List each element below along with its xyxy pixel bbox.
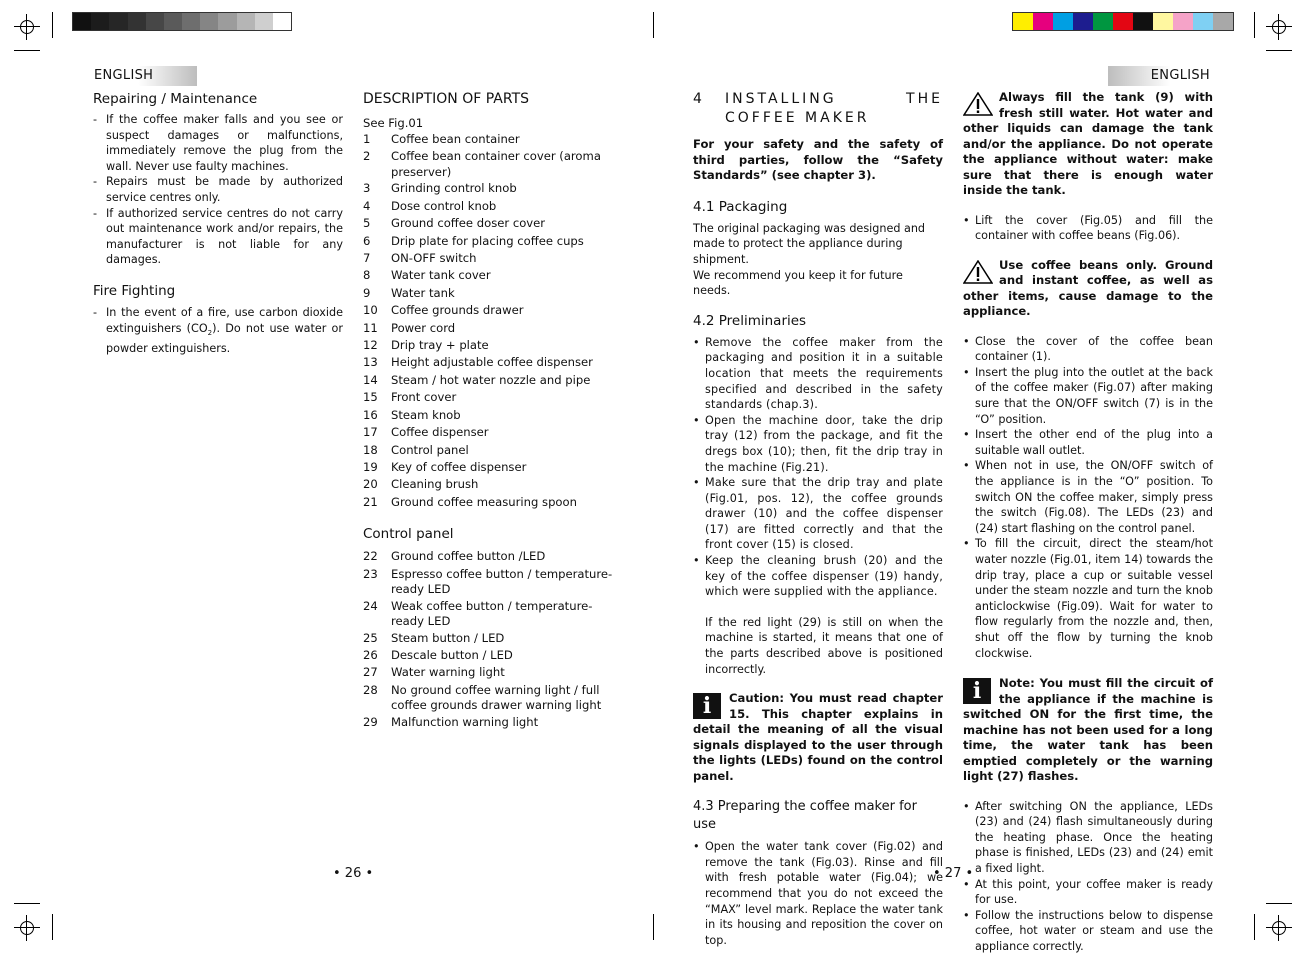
setup-steps-list bbox=[963, 334, 1213, 661]
color-swatch bbox=[1113, 13, 1133, 30]
part-number: 26 bbox=[363, 647, 378, 662]
color-swatch bbox=[1013, 13, 1033, 30]
part-item bbox=[363, 302, 621, 319]
packaging-text: The original packaging was designed and made to protect the appliance during shipment. We recommend you keep it for future needs. bbox=[693, 221, 926, 298]
color-swatch bbox=[200, 13, 218, 30]
part-item bbox=[363, 267, 621, 284]
part-label: Water warning light bbox=[391, 665, 505, 680]
crop-mark bbox=[14, 50, 40, 51]
crop-mark bbox=[14, 903, 40, 904]
part-number: 6 bbox=[363, 233, 371, 248]
part-label: Ground coffee measuring spoon bbox=[391, 494, 577, 509]
part-number: 1 bbox=[363, 132, 371, 146]
part-number: 29 bbox=[363, 714, 378, 729]
part-item bbox=[363, 250, 621, 267]
part-number: 24 bbox=[363, 598, 378, 613]
list-item: • Insert the plug into the outlet at the back of the coffee maker (Fig.07) after making sure that the ON/OFF switch (7) is in the “O” position. bbox=[963, 365, 1213, 427]
color-swatch bbox=[1153, 13, 1173, 30]
list-item: • To fill the circuit, direct the steam/hot water nozzle (Fig.01, item 14) towards the drip tray, place a cup or suitable vessel under the steam nozzle and turn the knob anticlockwise (Fig.09). Wait for water to flow regularly from the nozzle and, then, shut off the flow by turning the knob clockwise. bbox=[963, 536, 1213, 661]
registration-mark-icon bbox=[14, 915, 40, 941]
part-number: 23 bbox=[363, 566, 378, 581]
crop-mark bbox=[52, 914, 53, 940]
part-number: 2 bbox=[363, 149, 371, 164]
list-item: • At this point, your coffee maker is ready for use. bbox=[963, 877, 1213, 908]
list-item: • Follow the instructions below to dispense coffee, hot water or steam and use the appliance correctly. bbox=[963, 908, 1213, 955]
part-item bbox=[363, 548, 621, 565]
crop-mark bbox=[52, 12, 53, 38]
red-light-note: If the red light (29) is still on when the machine is started, it means that one of the parts described above is positioned incorrectly. bbox=[705, 615, 943, 676]
crop-mark bbox=[653, 914, 654, 940]
part-item bbox=[363, 459, 621, 476]
part-item bbox=[363, 476, 621, 493]
color-swatch bbox=[1033, 13, 1053, 30]
part-number: 18 bbox=[363, 442, 378, 457]
color-swatch bbox=[164, 13, 182, 30]
registration-mark-icon bbox=[1266, 915, 1292, 941]
caution-box bbox=[693, 691, 943, 784]
grayscale-strip bbox=[72, 12, 292, 31]
part-item bbox=[363, 354, 621, 371]
part-item bbox=[363, 372, 621, 389]
color-swatch bbox=[1133, 13, 1153, 30]
part-number: 25 bbox=[363, 630, 378, 645]
part-label: Cleaning brush bbox=[391, 477, 479, 492]
section-number: 4 bbox=[693, 91, 705, 107]
language-tab: ENGLISH bbox=[90, 66, 197, 86]
part-label: Steam / hot water nozzle and pipe bbox=[391, 372, 591, 387]
parts-title: DESCRIPTION OF PARTS bbox=[363, 91, 530, 107]
color-swatch bbox=[237, 13, 255, 30]
part-item bbox=[363, 233, 621, 250]
part-label: Weak coffee button / temperature-ready LED bbox=[391, 598, 593, 629]
part-item bbox=[363, 664, 621, 681]
list-item: • Lift the cover (Fig.05) and fill the container with coffee beans (Fig.06). bbox=[963, 213, 1213, 244]
part-item bbox=[363, 494, 621, 511]
warning-box bbox=[963, 90, 1213, 199]
control-panel-title: Control panel bbox=[363, 526, 454, 543]
part-label: Ground coffee button /LED bbox=[391, 549, 546, 564]
part-number: 7 bbox=[363, 251, 371, 266]
install-column bbox=[693, 90, 943, 948]
part-item bbox=[363, 442, 621, 459]
control-panel-list bbox=[363, 548, 621, 731]
crop-mark bbox=[1266, 903, 1292, 904]
warning-text: Use coffee beans only. Ground and instant coffee, as well as other items, cause damage to the appliance. bbox=[963, 257, 1213, 319]
part-label: Drip plate for placing coffee cups bbox=[391, 233, 584, 248]
part-label: Height adjustable coffee dispenser bbox=[391, 355, 593, 370]
warning-box bbox=[963, 258, 1213, 320]
preliminaries-title: 4.2 Preliminaries bbox=[693, 312, 807, 329]
part-number: 13 bbox=[363, 355, 378, 370]
color-swatch bbox=[1093, 13, 1113, 30]
color-strip bbox=[1012, 12, 1234, 31]
part-label: Water tank cover bbox=[391, 268, 491, 283]
part-label: Grinding control knob bbox=[391, 181, 517, 196]
note-text: Note: You must fill the circuit of the appliance if the machine is switched ON for the first time, the machine has not been used for a long time, the water tank has been emptied completely or the warning light (27) flashes. bbox=[963, 676, 1213, 784]
list-item: • Insert the other end of the plug into a suitable wall outlet. bbox=[963, 427, 1213, 458]
part-item bbox=[363, 566, 621, 598]
color-swatch bbox=[1053, 13, 1073, 30]
list-item: • Keep the cleaning brush (20) and the key of the coffee dispenser (19) handy, which were supplied with the appliance. bbox=[693, 553, 943, 600]
part-label: Malfunction warning light bbox=[391, 714, 539, 729]
color-swatch bbox=[273, 13, 291, 30]
info-icon: i bbox=[693, 693, 721, 719]
crop-mark bbox=[1254, 914, 1255, 940]
part-label: Coffee bean container cover (aroma preserver) bbox=[391, 149, 601, 179]
part-number: 5 bbox=[363, 216, 371, 231]
repair-title: Repairing / Maintenance bbox=[93, 91, 258, 107]
section-title: INSTALLING THE COFFEE MAKER bbox=[725, 91, 943, 126]
part-label: Ground coffee doser cover bbox=[391, 216, 546, 231]
part-item bbox=[363, 682, 621, 714]
lift-cover-list bbox=[963, 213, 1213, 244]
color-swatch bbox=[146, 13, 164, 30]
steps-column bbox=[963, 90, 1213, 955]
color-swatch bbox=[109, 13, 127, 30]
part-number: 21 bbox=[363, 494, 378, 509]
part-label: Steam button / LED bbox=[391, 630, 505, 645]
list-item: • Remove the coffee maker from the packaging and position it in a suitable location that meets the requirements specified and described in the safety standards (chap.3). bbox=[693, 335, 943, 413]
part-number: 28 bbox=[363, 682, 378, 697]
registration-mark-icon bbox=[1266, 14, 1292, 40]
part-item bbox=[363, 198, 621, 215]
part-number: 8 bbox=[363, 268, 371, 283]
color-swatch bbox=[218, 13, 236, 30]
part-label: No ground coffee warning light / full coffee grounds drawer warning light bbox=[391, 682, 602, 713]
part-number: 19 bbox=[363, 459, 378, 474]
crop-mark bbox=[1254, 12, 1255, 38]
part-label: Front cover bbox=[391, 390, 457, 405]
parts-list bbox=[363, 131, 621, 511]
part-label: Control panel bbox=[391, 442, 469, 457]
part-label: Key of coffee dispenser bbox=[391, 459, 527, 474]
preparing-list bbox=[693, 839, 943, 948]
page-number: • 27 • bbox=[933, 866, 974, 881]
part-label: Descale button / LED bbox=[391, 647, 513, 662]
part-number: 15 bbox=[363, 390, 378, 405]
part-label: Coffee dispenser bbox=[391, 425, 489, 440]
part-number: 3 bbox=[363, 181, 371, 196]
list-item: - Repairs must be made by authorized service centres only. bbox=[93, 174, 343, 205]
color-swatch bbox=[91, 13, 109, 30]
part-item bbox=[363, 215, 621, 232]
part-item bbox=[363, 389, 621, 406]
color-swatch bbox=[1213, 13, 1233, 30]
part-item bbox=[363, 180, 621, 197]
part-number: 27 bbox=[363, 665, 378, 680]
color-swatch bbox=[128, 13, 146, 30]
part-label: ON-OFF switch bbox=[391, 251, 477, 266]
part-number: 4 bbox=[363, 198, 371, 213]
part-number: 11 bbox=[363, 320, 378, 335]
page-number: • 26 • bbox=[333, 866, 374, 881]
note-box bbox=[963, 676, 1213, 785]
part-item bbox=[363, 320, 621, 337]
list-item: • Make sure that the drip tray and plate (Fig.01, pos. 12), the coffee grounds drawer (10) and the coffee dispenser (17) are fitted correctly and that the front cover (15) is closed. bbox=[693, 475, 943, 553]
packaging-title: 4.1 Packaging bbox=[693, 198, 788, 215]
language-tab: ENGLISH bbox=[1108, 66, 1212, 86]
part-number: 9 bbox=[363, 285, 371, 300]
preliminaries-list bbox=[693, 335, 943, 600]
color-swatch bbox=[73, 13, 91, 30]
list-item: - If authorized service centres do not carry out maintenance work and/or repairs, the manufacturer is not liable for any damages. bbox=[93, 206, 343, 268]
part-number: 17 bbox=[363, 425, 378, 440]
registration-mark-icon bbox=[14, 14, 40, 40]
fire-list bbox=[93, 305, 343, 357]
list-item: • Close the cover of the coffee bean container (1). bbox=[963, 334, 1213, 365]
list-item: - If the coffee maker falls and you see or suspect damages or malfunctions, immediately remove the plug from the wall. Never use faulty machines. bbox=[93, 112, 343, 174]
final-steps-list bbox=[963, 799, 1213, 955]
part-item bbox=[363, 285, 621, 302]
part-item bbox=[363, 630, 621, 647]
list-item: • After switching ON the appliance, LEDs (23) and (24) flash simultaneously during the heating phase. Once the heating phase is finished, LEDs (23) and (24) emit a fixed light. bbox=[963, 799, 1213, 877]
part-number: 22 bbox=[363, 549, 378, 564]
part-item bbox=[363, 407, 621, 424]
color-swatch bbox=[1073, 13, 1093, 30]
parts-figure-ref: See Fig.01 bbox=[363, 116, 424, 130]
part-label: Coffee grounds drawer bbox=[391, 303, 524, 318]
part-item bbox=[363, 148, 621, 180]
part-item bbox=[363, 337, 621, 354]
part-number: 10 bbox=[363, 303, 378, 318]
repair-list bbox=[93, 112, 343, 268]
part-number: 20 bbox=[363, 477, 378, 492]
part-label: Steam knob bbox=[391, 407, 461, 422]
part-label: Espresso coffee button / temperature-ready LED bbox=[391, 566, 613, 597]
crop-mark bbox=[653, 12, 654, 38]
section-heading bbox=[693, 90, 943, 127]
caution-text: Caution: You must read chapter 15. This chapter explains in detail the meaning of all the visual signals displayed to the user through the lights (LEDs) found on the control panel. bbox=[693, 691, 943, 783]
safety-intro: For your safety and the safety of third parties, follow the “Safety Standards” (see chapter 3). bbox=[693, 137, 943, 183]
part-label: Water tank bbox=[391, 285, 455, 300]
preparing-title: 4.3 Preparing the coffee maker for use bbox=[693, 799, 917, 833]
color-swatch bbox=[182, 13, 200, 30]
warning-triangle-icon bbox=[963, 260, 993, 284]
color-swatch bbox=[1193, 13, 1213, 30]
part-label: Drip tray + plate bbox=[391, 338, 489, 353]
info-icon: i bbox=[963, 678, 991, 704]
warning-triangle-icon bbox=[963, 92, 993, 116]
color-swatch bbox=[255, 13, 273, 30]
part-item bbox=[363, 647, 621, 664]
parts-section bbox=[363, 90, 621, 731]
part-number: 12 bbox=[363, 338, 378, 353]
warning-text: Always fill the tank (9) with fresh still water. Hot water and other liquids can damage the tank and/or the appliance. Do not operate the appliance without water: make sure that there is enough water inside the tank. bbox=[963, 90, 1213, 197]
part-item bbox=[363, 598, 621, 630]
repair-section bbox=[93, 90, 343, 357]
list-item: • When not in use, the ON/OFF switch of the appliance is in the “O” position. To switch ON the coffee maker, simply press the switch (Fig.08). The LEDs (23) and (24) start flashing on the control panel. bbox=[963, 458, 1213, 536]
part-item bbox=[363, 131, 621, 148]
list-item: • Open the machine door, take the drip tray (12) from the package, and fit the dregs box (10); then, fit the drip tray in the machine (Fig.21). bbox=[693, 413, 943, 475]
part-label: Dose control knob bbox=[391, 198, 497, 213]
part-item bbox=[363, 424, 621, 441]
part-label: Coffee bean container bbox=[391, 132, 520, 146]
fire-title: Fire Fighting bbox=[93, 282, 176, 299]
crop-mark bbox=[1266, 50, 1292, 51]
part-number: 14 bbox=[363, 372, 378, 387]
list-item: • Open the water tank cover (Fig.02) and remove the tank (Fig.03). Rinse and fill with fresh potable water (Fig.04); we recommend that you do not exceed the “MAX” level mark. Replace the water tank in its housing and reposition the cover on top. bbox=[693, 839, 943, 948]
part-item bbox=[363, 714, 621, 731]
part-number: 16 bbox=[363, 407, 378, 422]
part-label: Power cord bbox=[391, 320, 456, 335]
list-item: - In the event of a fire, use carbon dioxide extinguishers $(CO_2)$. Do not use water or powder extinguishers. bbox=[93, 305, 343, 357]
color-swatch bbox=[1173, 13, 1193, 30]
